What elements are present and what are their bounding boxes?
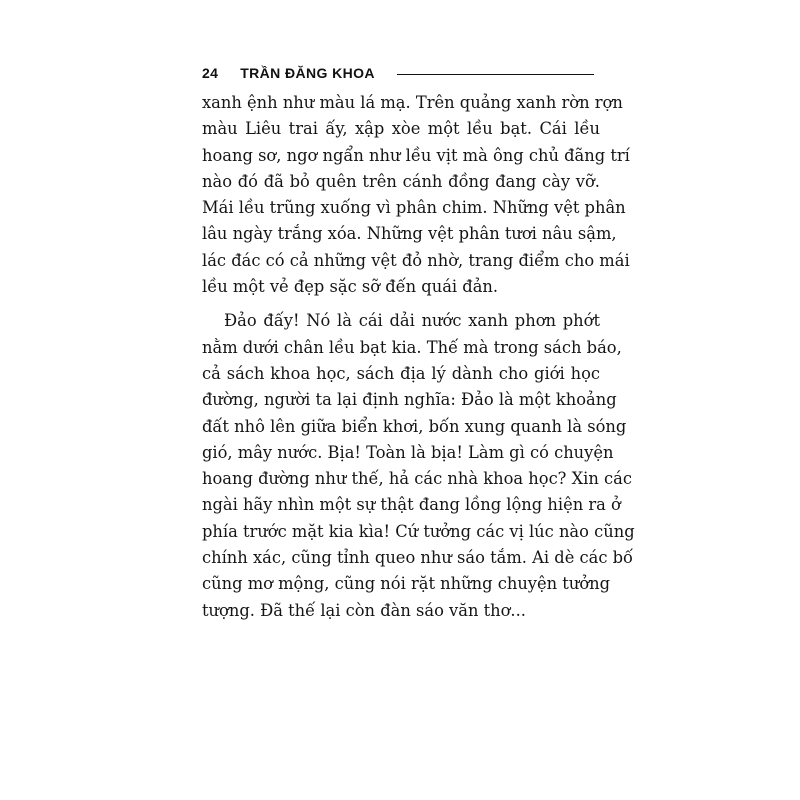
text-line: cả sách khoa học, sách địa lý dành cho giới học <box>202 363 600 383</box>
text-line: nào đó đã bỏ quên trên cánh đồng đang cày vỡ. <box>202 171 600 191</box>
text-line: cũng mơ mộng, cũng nói rặt những chuyện tưởng <box>202 574 611 594</box>
text-line: phía trước mặt kia kìa! Cứ tưởng các vị lúc nào cũng <box>202 521 635 541</box>
text-line: đường, người ta lại định nghĩa: Đảo là một khoảng <box>202 390 617 410</box>
text-line: chính xác, cũng tỉnh queo như sáo tắm. Ai dè các bố <box>202 548 634 568</box>
page-header <box>202 62 594 84</box>
page-number: 24 <box>202 65 219 81</box>
text-line: Đảo đấy! Nó là cái dải nước xanh phơn phớt <box>224 311 600 331</box>
text-line: màu Liêu trai ấy, xập xòe một lều bạt. Cái lều <box>202 119 600 139</box>
text-line: lều một vẻ đẹp sặc sỡ đến quái đản. <box>202 277 499 297</box>
text-line: hoang đường như thế, hả các nhà khoa học? Xin các <box>202 469 632 489</box>
text-line: đất nhô lên giữa biển khơi, bốn xung quanh là sóng <box>202 416 627 436</box>
paragraph-gap <box>202 300 600 308</box>
text-line: ngài hãy nhìn một sự thật đang lồng lộng hiện ra ở <box>202 495 621 515</box>
text-line: nằm dưới chân lều bạt kia. Thế mà trong sách báo, <box>202 337 622 357</box>
text-line: tượng. Đã thế lại còn đàn sáo văn thơ... <box>202 600 526 620</box>
paragraph-2 <box>202 308 635 624</box>
paragraph-1 <box>202 90 630 300</box>
body-text <box>202 90 635 624</box>
text-line: lâu ngày trắng xóa. Những vệt phân tươi nâu sậm, <box>202 224 617 244</box>
running-title: TRẦN ĐĂNG KHOA <box>240 65 375 81</box>
text-line: Mái lều trũng xuống vì phân chim. Những vệt phân <box>202 198 626 218</box>
text-line: xanh ệnh như màu lá mạ. Trên quảng xanh rờn rợn <box>202 93 623 112</box>
text-line: lác đác có cả những vệt đỏ nhờ, trang điểm cho mái <box>202 250 630 270</box>
text-line: hoang sơ, ngơ ngẩn như lều vịt mà ông chủ đãng trí <box>202 145 630 165</box>
text-line: gió, mây nước. Bịa! Toàn là bịa! Làm gì có chuyện <box>202 442 614 462</box>
header-rule <box>397 74 594 75</box>
